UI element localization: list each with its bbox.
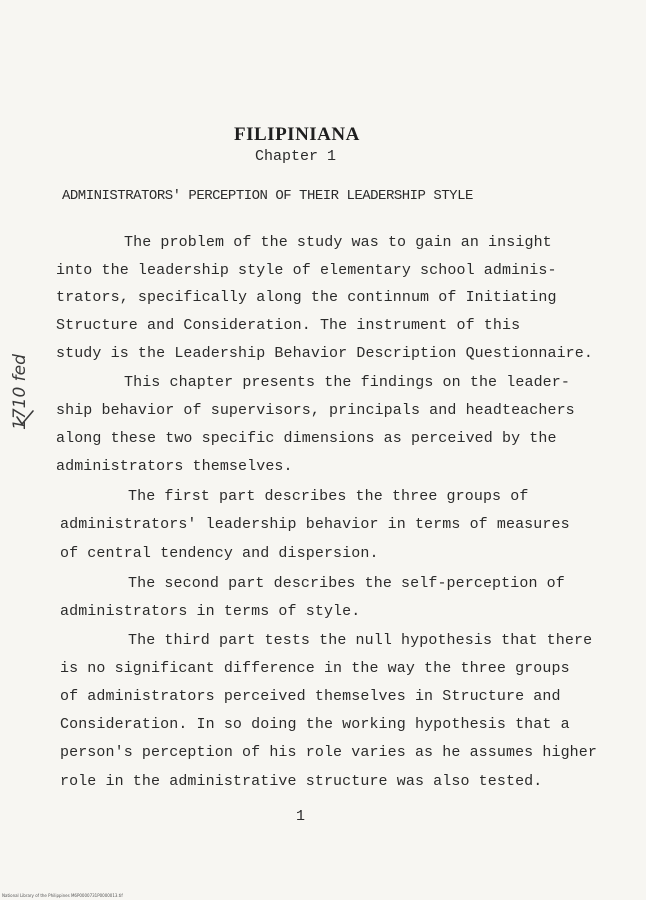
body-line: is no significant difference in the way the three groups: [60, 660, 570, 677]
body-line: Consideration. In so doing the working hypothesis that a: [60, 716, 570, 733]
body-line: person's perception of his role varies as he assumes higher: [60, 744, 597, 761]
body-line: administrators themselves.: [56, 458, 293, 475]
body-line: The third part tests the null hypothesis that there: [128, 632, 593, 649]
filipiniana-stamp: FILIPINIANA: [234, 124, 360, 145]
body-line: Structure and Consideration. The instrument of this: [56, 317, 521, 334]
body-line: administrators' leadership behavior in terms of measures: [60, 516, 570, 533]
chapter-heading: Chapter 1: [255, 148, 337, 165]
body-line: This chapter presents the findings on the leader-: [124, 374, 570, 391]
body-line: The second part describes the self-perception of: [128, 575, 565, 592]
marginal-handwritten-note: 1710 fed: [10, 354, 30, 430]
body-line: of central tendency and dispersion.: [60, 545, 379, 562]
page-number: 1: [296, 808, 306, 825]
body-line: role in the administrative structure was also tested.: [60, 773, 543, 790]
body-line: The first part describes the three groups of: [128, 488, 529, 505]
body-line: administrators in terms of style.: [60, 603, 361, 620]
body-line: into the leadership style of elementary school adminis-: [56, 262, 557, 279]
scan-footer: National Library of the Philippines M6P0000731P0000013.tif: [2, 893, 123, 898]
body-line: study is the Leadership Behavior Description Questionnaire.: [56, 345, 593, 362]
body-line: of administrators perceived themselves in Structure and: [60, 688, 561, 705]
body-line: trators, specifically along the continnum of Initiating: [56, 289, 557, 306]
body-line: along these two specific dimensions as perceived by the: [56, 430, 557, 447]
body-line: ship behavior of supervisors, principals and headteachers: [56, 402, 575, 419]
body-line: The problem of the study was to gain an insight: [124, 234, 552, 251]
chapter-title: ADMINISTRATORS' PERCEPTION OF THEIR LEADERSHIP STYLE: [62, 188, 473, 204]
